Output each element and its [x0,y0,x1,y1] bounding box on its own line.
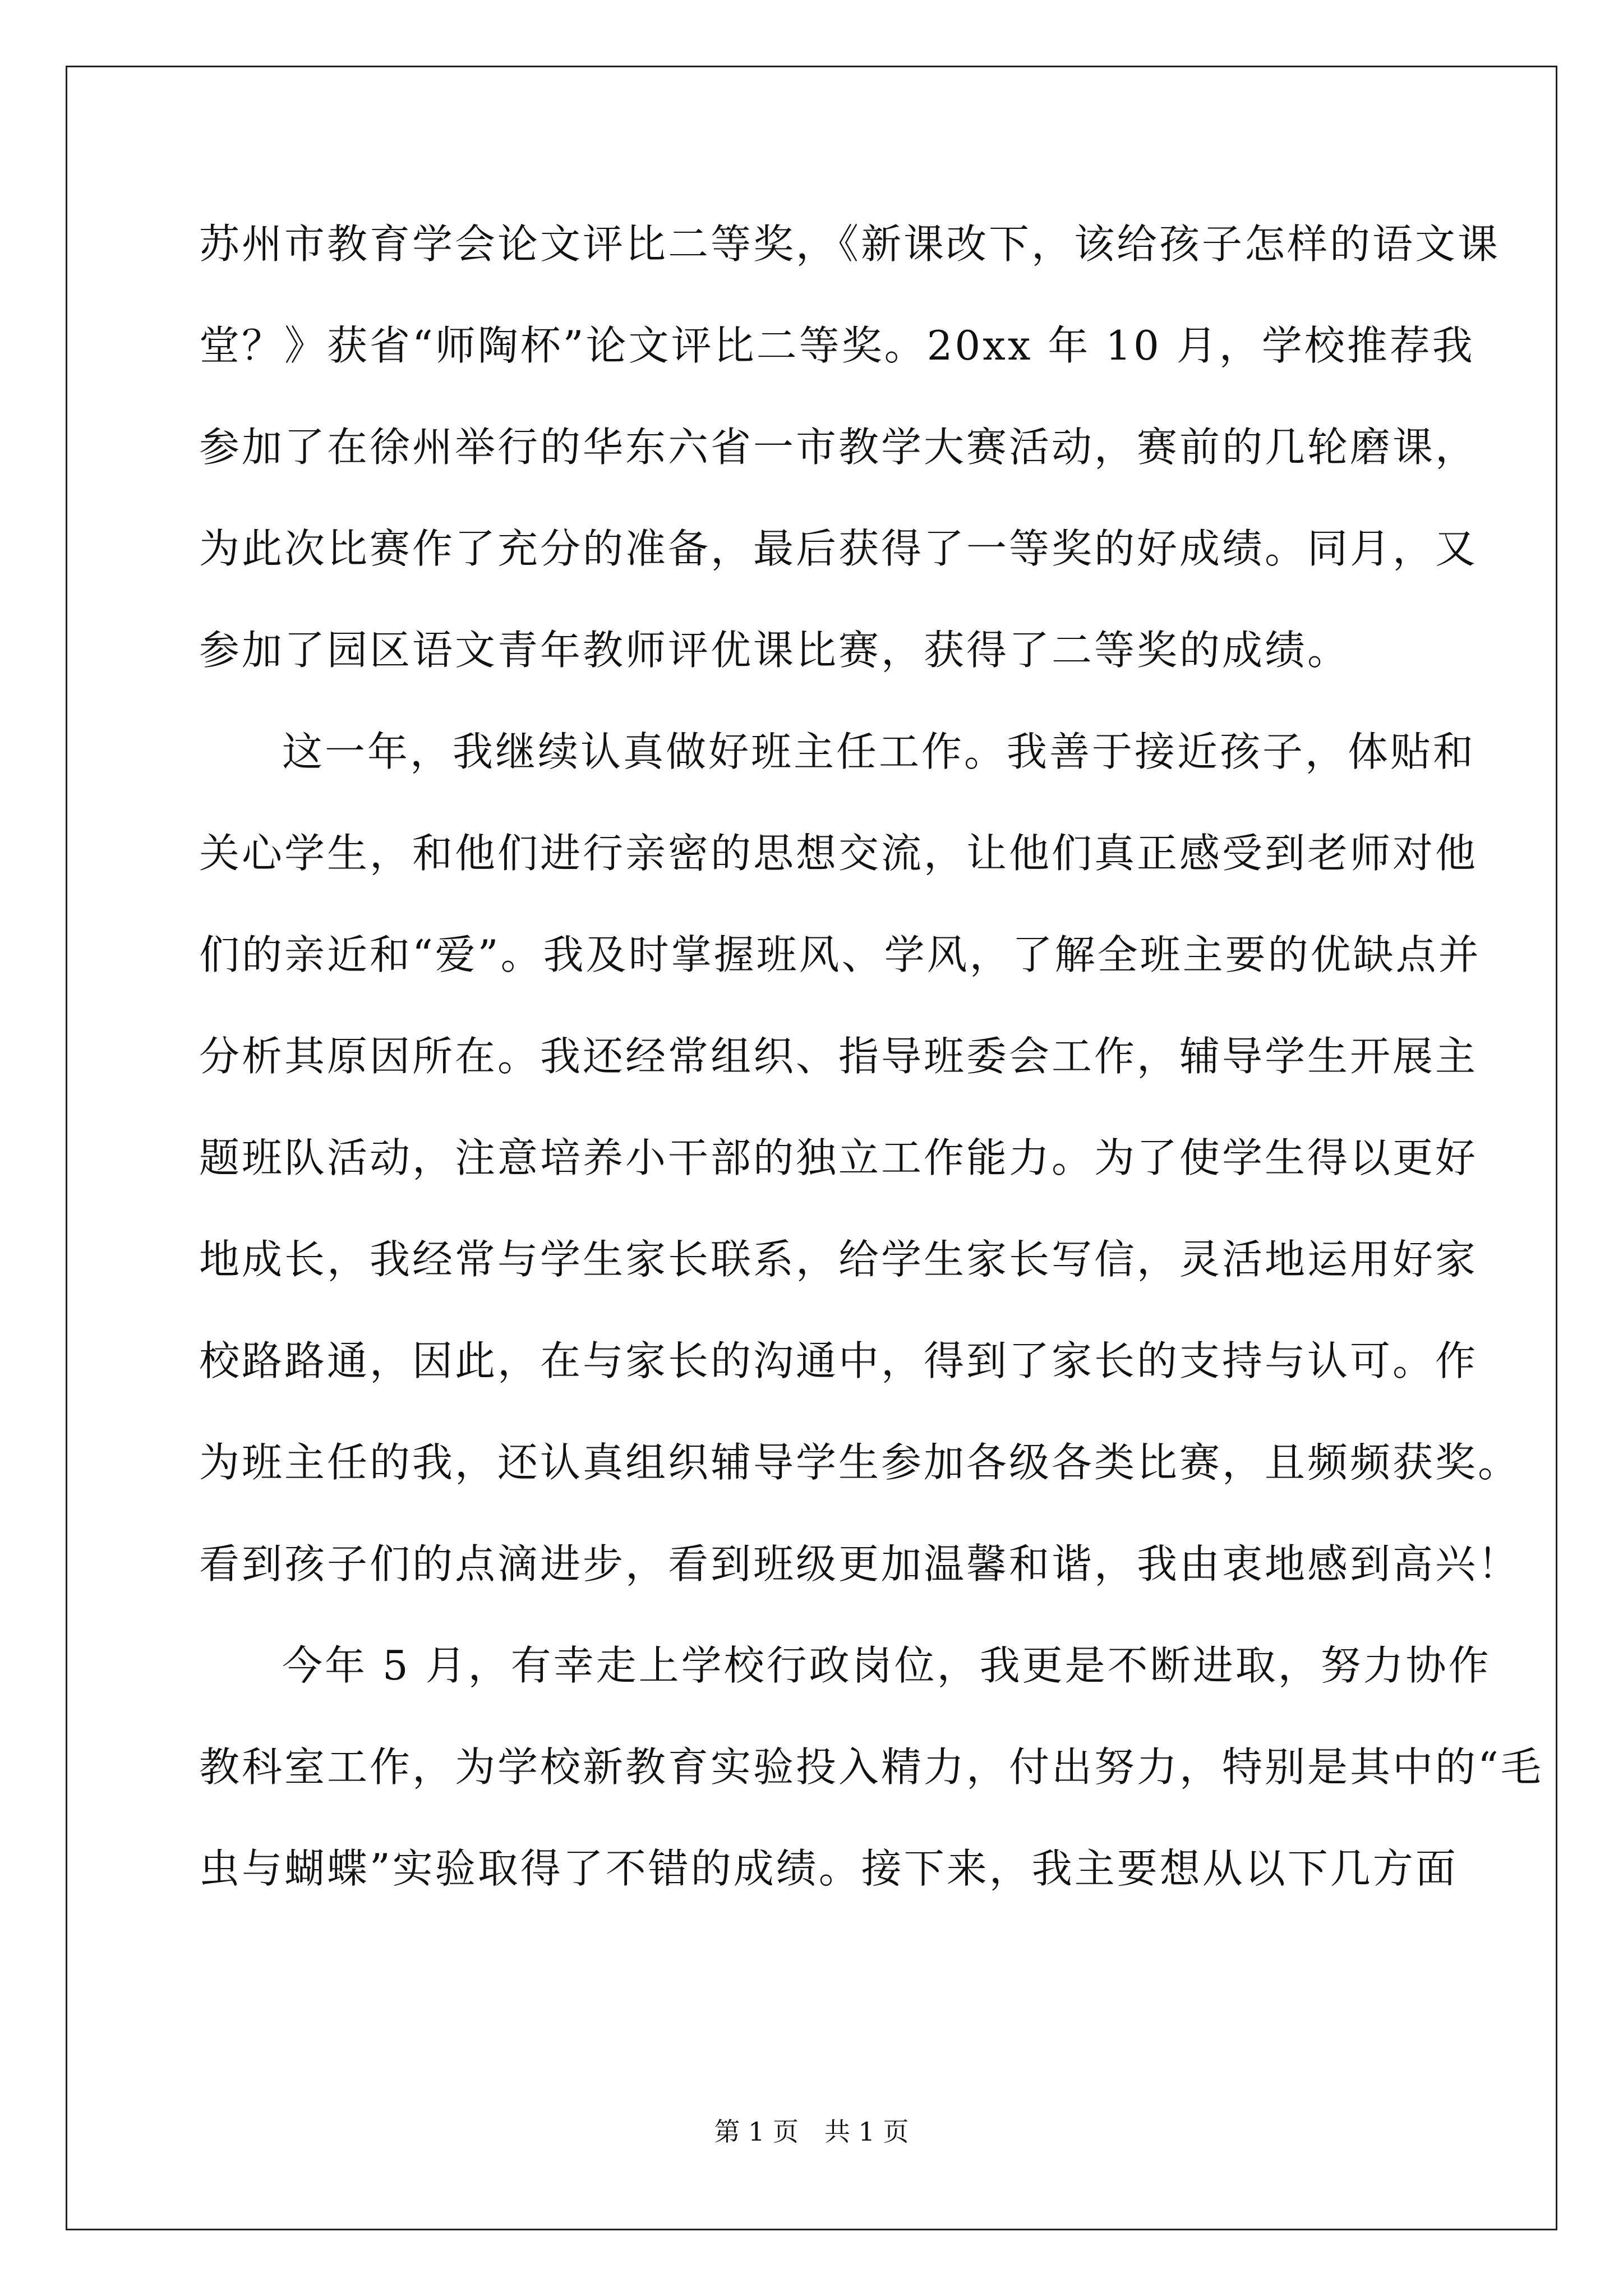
text-line-5: 参加了园区语文青年教师评优课比赛，获得了二等奖的成绩。 [199,627,1350,674]
text-line-14: 看到孩子们的点滴进步，看到班级更加温馨和谐，我由衷地感到高兴！ [199,1540,1521,1588]
text-line-1: 苏州市教育学会论文评比二等奖，《新课改下，该给孩子怎样的语文课 [199,220,1501,268]
text-line-3: 参加了在徐州举行的华东六省一市教学大赛活动，赛前的几轮磨课， [199,424,1478,471]
document-body [199,216,1543,1942]
text-line-17: 虫与蝴蝶”实验取得了不错的成绩。接下来，我主要想从以下几方面 [199,1845,1458,1892]
text-line-11: 地成长，我经常与学生家长联系，给学生家长写信，灵活地运用好家 [199,1236,1478,1283]
text-line-13: 为班主任的我，还认真组织辅导学生参加各级各类比赛，且频频获奖。 [199,1439,1521,1486]
page-number-footer: 第 1 页 共 1 页 [714,2116,909,2147]
text-line-9: 分析其原因所在。我还经常组织、指导班委会工作，辅导学生开展主 [199,1033,1478,1080]
text-line-4: 为此次比赛作了充分的准备，最后获得了一等奖的好成绩。同月，又 [199,525,1478,572]
text-line-16: 教科室工作，为学校新教育实验投入精力，付出努力，特别是其中的“毛 [199,1743,1543,1791]
text-line-10: 题班队活动，注意培养小干部的独立工作能力。为了使学生得以更好 [199,1134,1478,1181]
text-line-6: 这一年，我继续认真做好班主任工作。我善于接近孩子，体贴和 [282,728,1476,775]
text-line-15: 今年 5 月，有幸走上学校行政岗位，我更是不断进取，努力协作 [282,1642,1491,1689]
text-line-2: 堂？》获省“师陶杯”论文评比二等奖。20xx 年 10 月，学校推荐我 [199,322,1475,369]
text-line-8: 们的亲近和“爱”。我及时掌握班风、学风，了解全班主要的优缺点并 [199,931,1481,978]
text-line-12: 校路路通，因此，在与家长的沟通中，得到了家长的支持与认可。作 [199,1337,1478,1384]
text-line-7: 关心学生，和他们进行亲密的思想交流，让他们真正感受到老师对他 [199,830,1478,877]
